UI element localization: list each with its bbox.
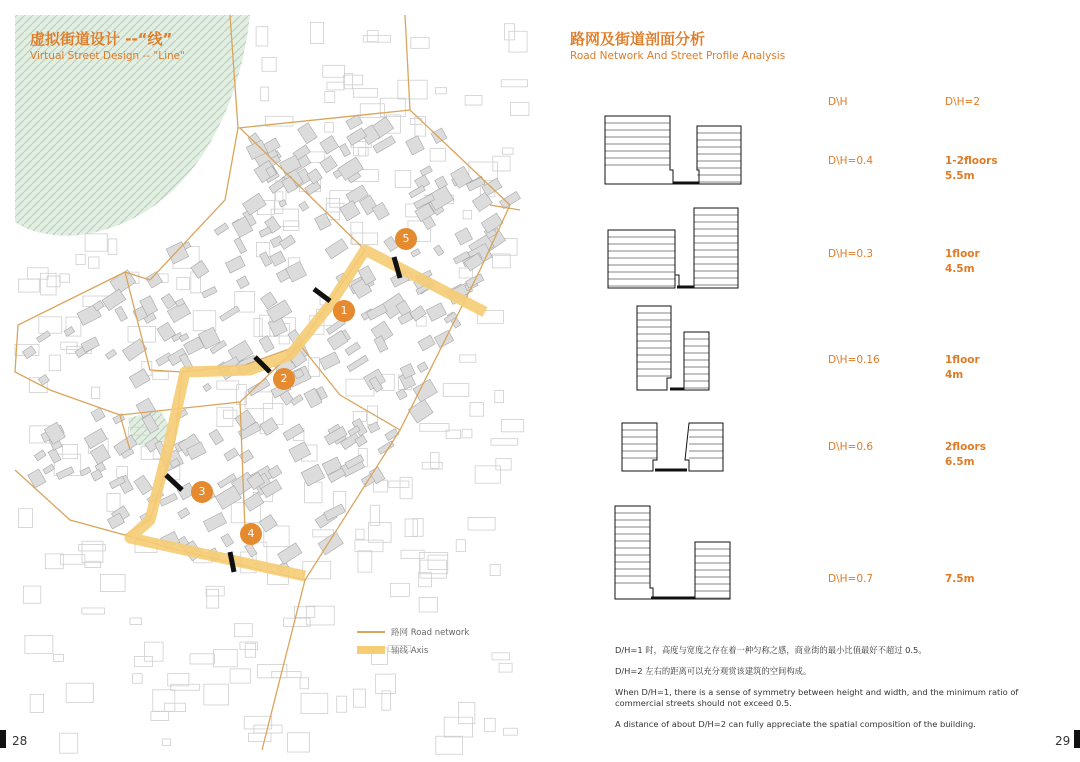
district-building <box>431 128 447 144</box>
background-building <box>85 234 107 251</box>
district-building <box>48 448 61 463</box>
district-building <box>319 352 340 370</box>
background-building <box>162 739 170 745</box>
profile-4-width: 6.5m <box>945 456 975 468</box>
background-building <box>430 148 446 161</box>
district-building <box>320 156 337 173</box>
profile-5-width: 7.5m <box>945 573 975 585</box>
background-building <box>60 274 70 282</box>
background-building <box>49 355 60 371</box>
district-building <box>221 534 234 548</box>
district-building <box>105 349 116 359</box>
background-building <box>353 689 365 707</box>
section-1 <box>605 116 741 184</box>
background-building <box>248 733 270 741</box>
background-building <box>468 517 495 530</box>
district-building <box>345 342 361 355</box>
district-building <box>347 355 368 371</box>
marker-1: 1 <box>333 300 355 322</box>
notes <box>615 645 1025 740</box>
profile-2-width: 4.5m <box>945 263 975 275</box>
district-building <box>260 418 279 436</box>
district-building <box>472 192 492 211</box>
district-building <box>408 399 433 423</box>
background-building <box>130 618 142 625</box>
background-building <box>413 519 423 537</box>
axis-swatch <box>357 646 385 654</box>
background-building <box>475 466 500 483</box>
profile-1-floors-text: 1-2floors <box>945 155 998 167</box>
district-building <box>307 169 322 184</box>
background-building <box>254 319 262 337</box>
background-building <box>430 453 439 469</box>
background-building <box>256 27 268 46</box>
background-building <box>206 586 224 596</box>
district-building <box>368 422 380 433</box>
district-building <box>81 337 99 352</box>
background-building <box>465 95 482 105</box>
district-building <box>426 303 446 322</box>
background-building <box>39 317 62 333</box>
background-building <box>502 148 513 154</box>
district-building <box>417 362 428 373</box>
right-title-en: Road Network And Street Profile Analysis <box>570 50 786 62</box>
profile-2-floors-text: 1floor <box>945 248 980 260</box>
background-building <box>491 439 518 445</box>
background-building <box>325 92 335 103</box>
background-building <box>30 694 43 712</box>
profile-5-ratio: D\H=0.7 <box>828 573 874 585</box>
background-building <box>19 279 40 292</box>
background-building <box>234 624 252 637</box>
district-building <box>418 335 435 351</box>
street-section-drawings <box>595 110 755 610</box>
marker-3: 3 <box>191 481 213 503</box>
background-building <box>463 210 472 218</box>
background-building <box>92 387 100 398</box>
district-building <box>43 464 55 474</box>
background-building <box>435 88 446 94</box>
background-building <box>288 733 310 752</box>
background-building <box>54 654 64 661</box>
background-building <box>190 654 214 664</box>
background-building <box>171 684 200 690</box>
background-building <box>223 410 236 418</box>
district-building <box>291 394 304 405</box>
district-building <box>202 286 217 297</box>
district-building <box>115 306 128 321</box>
profile-4-floors-text: 2floors <box>945 441 986 453</box>
background-building <box>107 493 120 511</box>
background-building <box>85 561 101 567</box>
background-building <box>352 233 378 244</box>
background-building <box>245 643 255 657</box>
district-building <box>209 429 223 445</box>
background-building <box>108 239 117 255</box>
profile-1-ratio: D\H=0.4 <box>828 155 874 167</box>
background-building <box>504 728 518 735</box>
page-edge-bar-left <box>0 730 6 748</box>
district-building <box>279 235 295 250</box>
background-building <box>310 22 323 43</box>
background-building <box>177 277 190 289</box>
background-building <box>62 444 77 458</box>
district-building <box>28 469 46 488</box>
background-building <box>395 170 411 187</box>
background-building <box>301 693 328 713</box>
district-building <box>80 467 91 476</box>
left-title-en: Virtual Street Design -- "Line" <box>30 50 185 62</box>
district-building <box>248 379 270 396</box>
district-building <box>22 346 36 359</box>
background-building <box>25 636 53 654</box>
district-building <box>270 251 286 266</box>
background-building <box>89 257 99 268</box>
district-building <box>434 245 444 256</box>
background-building <box>66 683 93 702</box>
profile-2-floors <box>945 247 980 277</box>
background-building <box>151 712 169 721</box>
note-2: D/H=2 左右的距离可以充分观赏该建筑的空间构成。 <box>615 666 812 676</box>
background-building <box>306 606 334 625</box>
district-building <box>455 228 473 245</box>
background-building <box>367 31 378 42</box>
legend-road-label: 路网 Road network <box>391 628 470 638</box>
profile-3-ratio: D\H=0.16 <box>828 354 880 366</box>
page-number-left: 28 <box>12 734 28 748</box>
background-building <box>325 123 334 132</box>
profile-2-ratio: D\H=0.3 <box>828 248 874 260</box>
note-1: D/H=1 时，高度与宽度之存在着一种匀称之感，商业街的最小比值最好不超过 0.5。 <box>615 645 927 655</box>
page-number-right: 29 <box>1055 734 1071 748</box>
district-building <box>298 123 318 144</box>
section-2 <box>608 208 738 288</box>
profile-4-floors <box>945 440 986 470</box>
marker-2: 2 <box>273 368 295 390</box>
background-building <box>19 509 33 528</box>
background-building <box>390 583 409 596</box>
background-building <box>100 574 125 591</box>
background-building <box>511 103 529 116</box>
district-building <box>214 223 228 235</box>
legend-axis-label: 轴线 Axis <box>391 646 429 656</box>
background-building <box>495 390 504 402</box>
district-building <box>234 238 247 254</box>
background-building <box>436 736 463 754</box>
background-building <box>496 459 511 470</box>
district-building <box>220 306 240 321</box>
background-building <box>389 481 409 487</box>
district-building <box>203 512 226 531</box>
background-building <box>420 560 446 578</box>
profile-3-width: 4m <box>945 369 964 381</box>
background-building <box>462 429 472 438</box>
district-building <box>366 304 387 320</box>
background-building <box>76 254 85 264</box>
background-building <box>207 589 219 608</box>
background-building <box>261 87 269 101</box>
background-building <box>380 98 405 116</box>
district-building <box>34 450 46 461</box>
background-building <box>420 552 448 573</box>
background-building <box>153 690 175 711</box>
background-building <box>204 684 229 705</box>
left-title-cn: 虚拟街道设计 --“线” <box>30 30 173 48</box>
district-building <box>420 166 432 176</box>
profile-3-floors <box>945 353 980 383</box>
background-building <box>60 733 78 753</box>
district-building <box>396 389 407 400</box>
district-building <box>129 369 150 389</box>
background-building <box>262 57 276 71</box>
road-network-swatch <box>357 631 385 633</box>
district-building <box>340 201 361 221</box>
background-building <box>23 586 40 603</box>
background-building <box>326 199 339 220</box>
background-building <box>460 355 476 362</box>
legend-axis <box>357 644 428 656</box>
district-building <box>318 532 343 555</box>
background-building <box>353 89 377 98</box>
profile-3-floors-text: 1floor <box>945 354 980 366</box>
background-building <box>358 551 372 572</box>
district-building <box>245 543 257 557</box>
profile-1-floors <box>945 154 998 184</box>
background-building <box>217 381 239 389</box>
header-dh2: D\H=2 <box>945 96 980 108</box>
background-building <box>400 477 412 498</box>
district-building <box>277 543 301 564</box>
background-building <box>61 555 85 564</box>
district-building <box>406 136 425 155</box>
district-building <box>203 383 211 391</box>
background-building <box>499 663 512 672</box>
district-building <box>413 379 437 402</box>
legend-road <box>357 626 469 638</box>
background-building <box>133 674 143 684</box>
background-building <box>360 104 384 118</box>
background-building <box>443 384 469 397</box>
note-3: When D/H=1, there is a sense of symmetry between height and width, and the minimum ratio of commercial streets should not exceed 0.5. <box>615 687 1019 708</box>
background-building <box>327 82 344 90</box>
background-building <box>79 545 106 551</box>
background-building <box>213 650 237 667</box>
background-building <box>493 254 511 268</box>
background-building <box>401 550 424 558</box>
district-building <box>161 294 176 309</box>
background-building <box>492 653 509 660</box>
background-building <box>337 696 347 712</box>
district-building <box>236 276 249 289</box>
background-building <box>490 564 500 575</box>
district-building <box>411 249 421 257</box>
district-building <box>481 213 503 233</box>
header-dh: D\H <box>828 96 848 108</box>
district-building <box>315 213 332 230</box>
background-building <box>230 669 250 683</box>
right-title-cn: 路网及街道剖面分析 <box>570 30 706 48</box>
district-building <box>90 444 110 464</box>
background-building <box>245 392 273 409</box>
background-building <box>485 718 496 731</box>
background-building <box>272 671 301 677</box>
district-building <box>339 144 350 157</box>
background-building <box>470 402 483 416</box>
district-building <box>225 256 245 273</box>
background-building <box>509 31 527 52</box>
district-building <box>325 239 348 259</box>
note-4: A distance of about D/H=2 can fully appreciate the spatial composition of the building. <box>615 719 976 729</box>
background-building <box>145 642 164 661</box>
background-building <box>501 80 527 87</box>
district-building <box>299 201 309 211</box>
background-building <box>428 555 448 569</box>
district-building <box>224 448 239 461</box>
district-building <box>134 475 153 495</box>
district-building <box>320 136 339 155</box>
background-building <box>323 65 345 77</box>
profile-1-width: 5.5m <box>945 170 975 182</box>
background-building <box>300 678 308 689</box>
background-building <box>356 529 364 539</box>
background-building <box>283 221 299 231</box>
background-building <box>47 276 60 287</box>
district-building <box>409 185 425 197</box>
background-building <box>398 80 427 99</box>
marker-4: 4 <box>240 523 262 545</box>
background-building <box>344 74 352 89</box>
background-building <box>61 342 77 349</box>
background-building <box>405 519 417 537</box>
district-building <box>259 515 277 533</box>
background-building <box>501 420 523 432</box>
background-building <box>420 424 449 432</box>
district-building <box>56 467 74 480</box>
district-building <box>191 260 209 278</box>
background-building <box>82 608 105 614</box>
background-building <box>505 24 515 40</box>
background-building <box>456 540 465 552</box>
district-building <box>38 374 49 385</box>
district-building <box>434 330 453 348</box>
background-building <box>493 156 510 171</box>
background-building <box>419 597 437 612</box>
district-building <box>102 289 126 311</box>
district-building <box>178 508 190 519</box>
marker-5: 5 <box>395 228 417 250</box>
background-building <box>153 372 168 380</box>
profile-4-ratio: D\H=0.6 <box>828 441 874 453</box>
background-building <box>355 540 383 552</box>
page-edge-bar-right <box>1074 730 1080 748</box>
district-building <box>259 336 274 353</box>
background-building <box>411 38 429 49</box>
background-building <box>359 147 369 156</box>
district-building <box>259 227 272 237</box>
background-building <box>344 75 363 85</box>
